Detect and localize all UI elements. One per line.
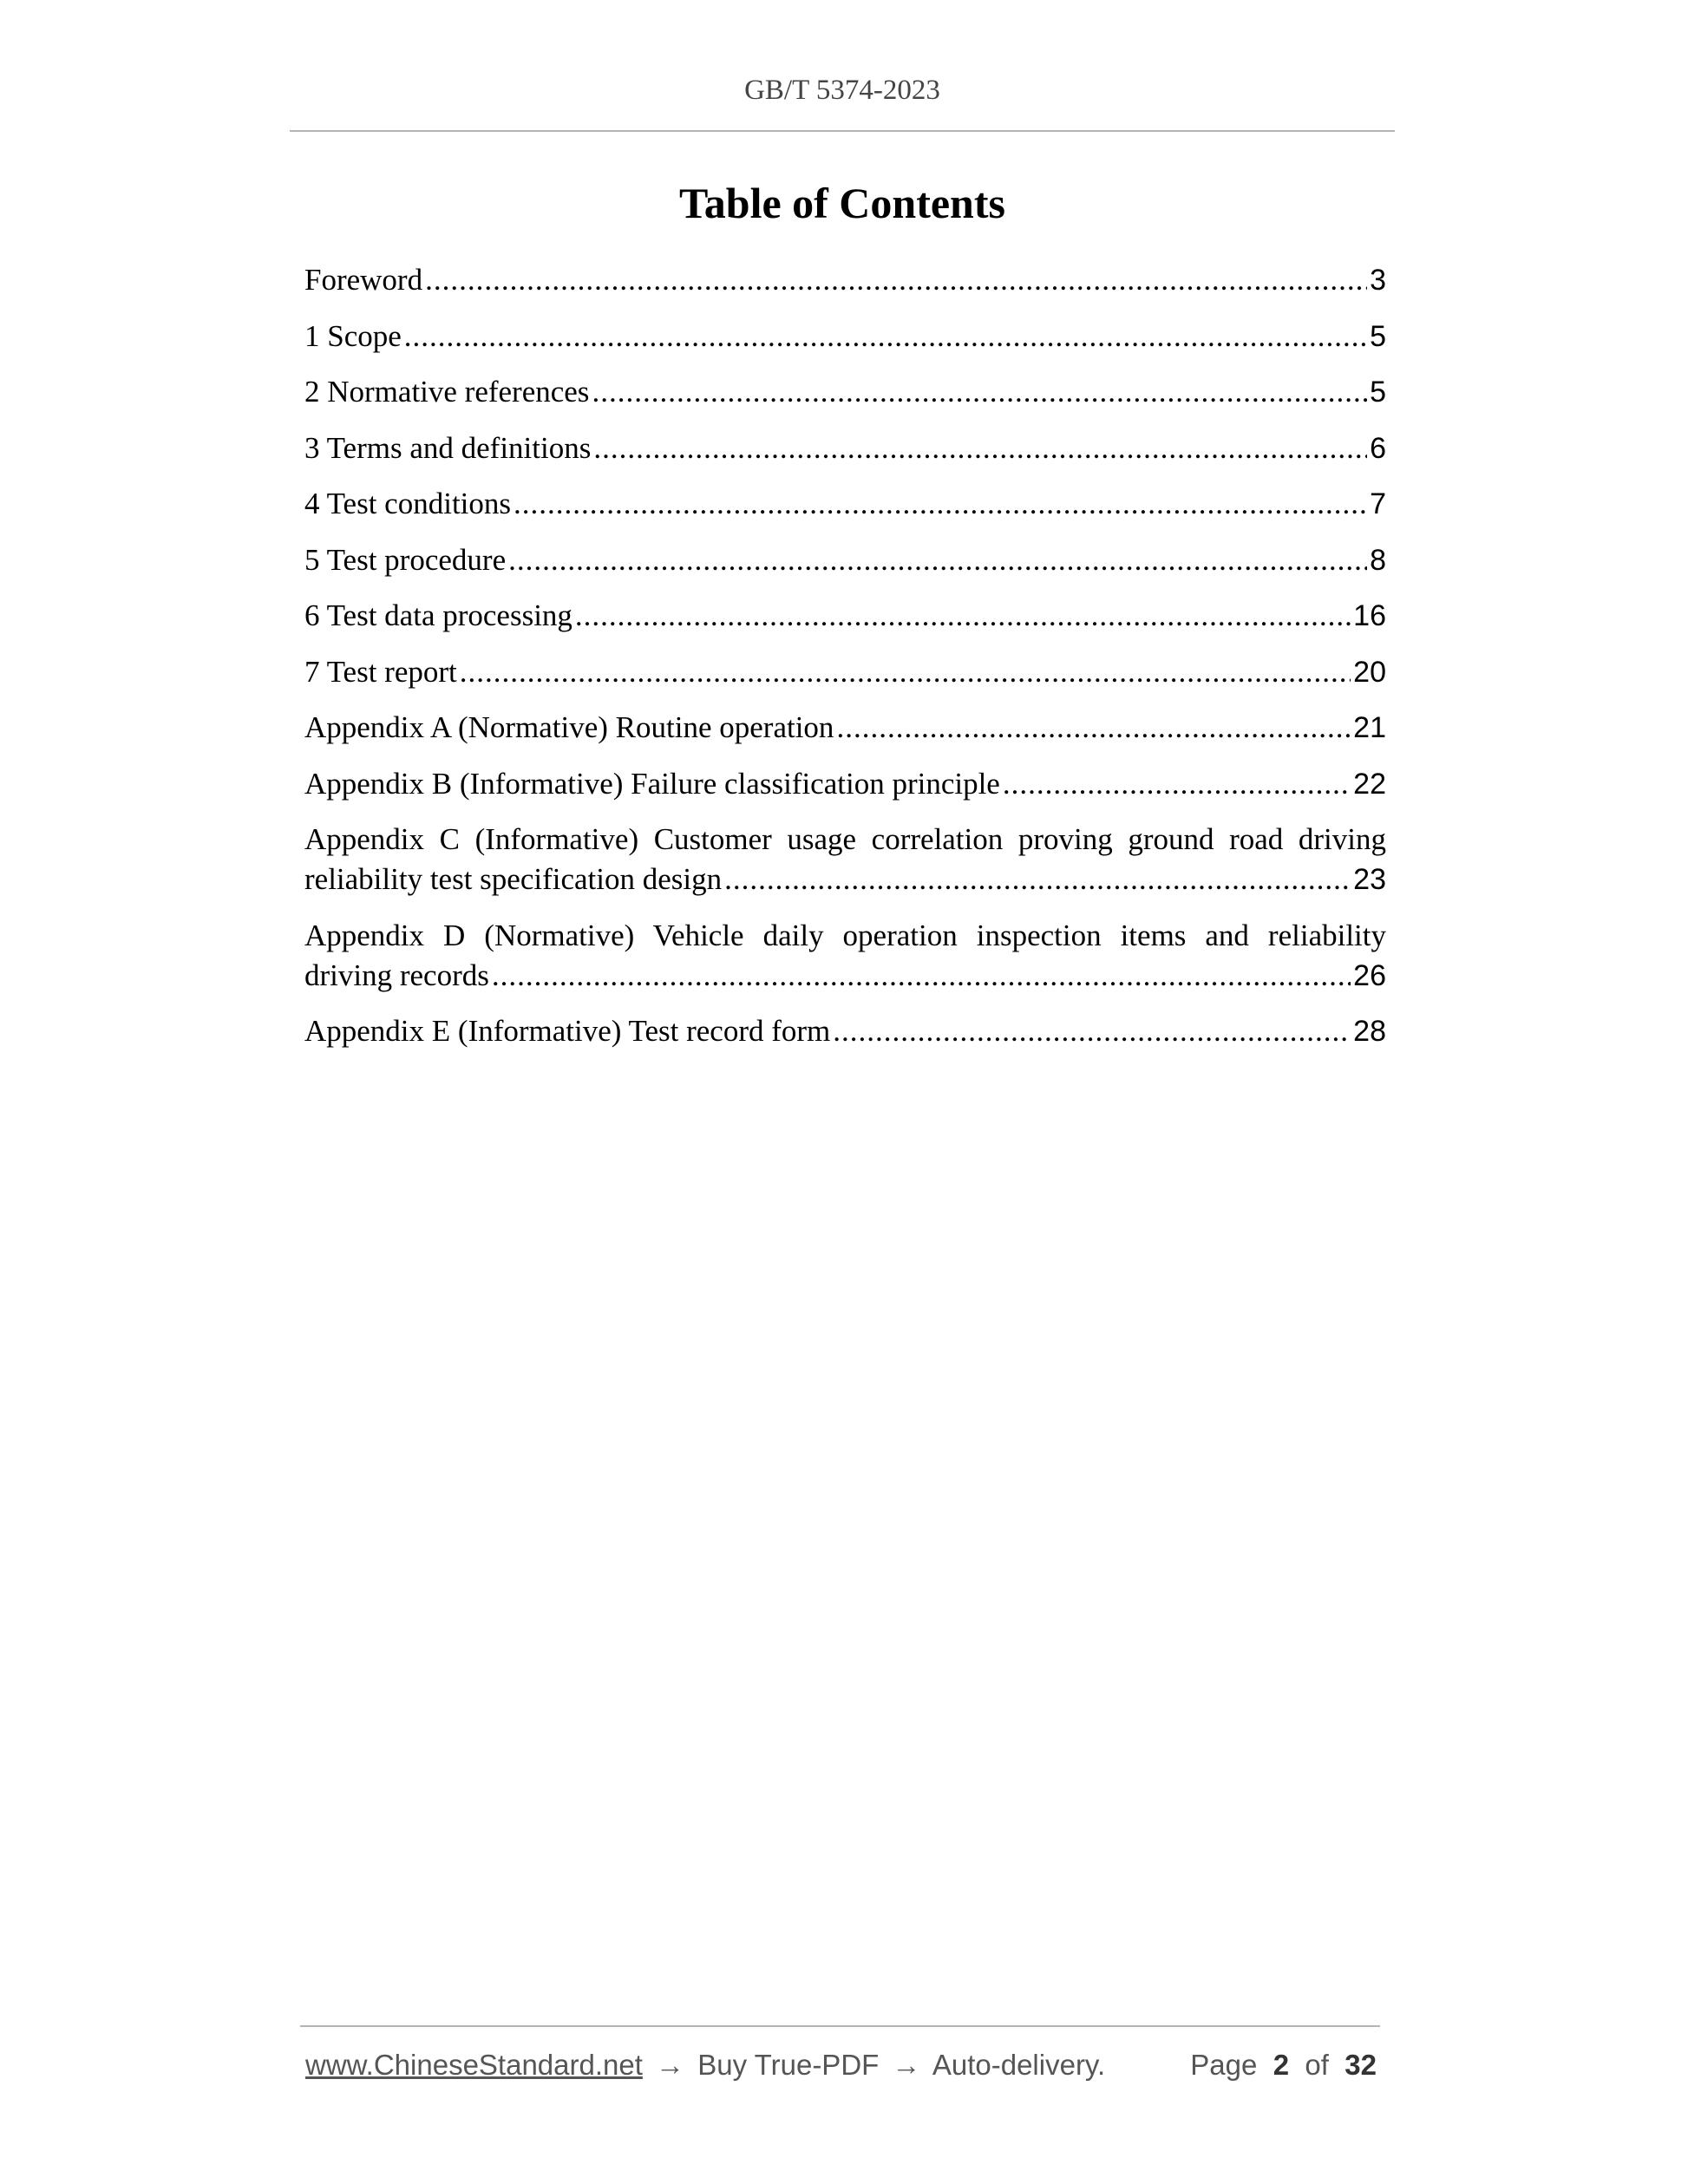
toc-entry-label: Appendix A (Normative) Routine operation [304, 710, 834, 744]
toc-entry-scope[interactable] [304, 317, 1386, 356]
toc-entry-appendix-e[interactable] [304, 1011, 1386, 1051]
toc-entry-label: Foreword [304, 263, 423, 297]
toc-entry-label: 1 Scope [304, 318, 402, 353]
toc-entry-page: 23 [1353, 863, 1386, 896]
toc-entry-page: 5 [1370, 319, 1386, 353]
toc-entry-test-procedure[interactable] [304, 540, 1386, 580]
dot-leader [460, 652, 1351, 692]
toc-entry-test-report[interactable] [304, 652, 1386, 692]
dot-leader [575, 596, 1351, 636]
dot-leader [404, 317, 1367, 356]
of-word: of [1305, 2049, 1329, 2081]
page-word: Page [1190, 2049, 1258, 2081]
current-page-number: 2 [1273, 2049, 1290, 2081]
page-indicator [1190, 2049, 1377, 2082]
toc-entry-page: 20 [1353, 655, 1386, 689]
auto-delivery-text: Auto-delivery. [932, 2049, 1106, 2081]
toc-entry-label: Appendix E (Informative) Test record form [304, 1014, 831, 1048]
toc-entry-appendix-b[interactable] [304, 764, 1386, 804]
toc-entry-foreword[interactable] [304, 260, 1386, 300]
toc-entry-page: 7 [1370, 487, 1386, 520]
dot-leader [514, 484, 1367, 524]
toc-title: Table of Contents [679, 179, 1005, 227]
toc-entry-label: 6 Test data processing [304, 598, 572, 632]
toc-entry-page: 21 [1353, 711, 1386, 744]
toc-entry-label: 3 Terms and definitions [304, 430, 592, 465]
total-page-count: 32 [1345, 2049, 1377, 2081]
toc-entry-appendix-d[interactable] [304, 916, 1386, 996]
toc-entry-test-conditions[interactable] [304, 484, 1386, 524]
header-divider [290, 130, 1395, 132]
footer-promo [305, 2049, 1105, 2082]
dot-leader [724, 860, 1351, 899]
toc-entry-page: 22 [1353, 767, 1386, 801]
site-link[interactable]: www.ChineseStandard.net [305, 2049, 643, 2081]
dot-leader [836, 708, 1351, 748]
arrow-right-icon: → [892, 2049, 921, 2081]
toc-entry-appendix-c[interactable] [304, 820, 1386, 899]
toc-entry-normative-references[interactable] [304, 372, 1386, 412]
toc-entry-appendix-a[interactable] [304, 708, 1386, 748]
footer-divider [300, 2025, 1380, 2027]
toc-entry-page: 3 [1370, 264, 1386, 297]
toc-entry-page: 5 [1370, 376, 1386, 409]
toc-entry-label: 4 Test conditions [304, 487, 512, 520]
toc-entry-label-line2: reliability test specification design [304, 862, 723, 896]
buy-true-pdf-text: Buy True-PDF [697, 2049, 880, 2081]
toc-entry-page: 16 [1353, 599, 1386, 632]
dot-leader [592, 372, 1367, 412]
toc-entry-label: Appendix B (Informative) Failure classification principle [304, 766, 1000, 801]
toc-entry-label-line1: Appendix C (Informative) Customer usage correlation proving ground road driving [304, 822, 1386, 856]
table-of-contents [304, 260, 1386, 1068]
page-header-doc-code: GB/T 5374-2023 [744, 75, 940, 106]
dot-leader [508, 540, 1367, 580]
toc-entry-test-data-processing[interactable] [304, 596, 1386, 636]
dot-leader [492, 956, 1351, 996]
toc-entry-label: 2 Normative references [304, 375, 590, 409]
toc-entry-label: 5 Test procedure [304, 542, 507, 577]
dot-leader [425, 260, 1367, 300]
dot-leader [593, 428, 1367, 468]
arrow-right-icon: → [656, 2049, 685, 2081]
toc-entry-page: 26 [1353, 958, 1386, 992]
toc-entry-page: 8 [1370, 543, 1386, 577]
toc-entry-label: 7 Test report [304, 654, 457, 689]
dot-leader [1003, 764, 1351, 804]
toc-entry-terms-and-definitions[interactable] [304, 428, 1386, 468]
page-footer [305, 2049, 1377, 2092]
toc-entry-page: 6 [1370, 431, 1386, 465]
toc-entry-label-line2: driving records [304, 958, 489, 992]
toc-entry-label-line1: Appendix D (Normative) Vehicle daily operation inspection items and reliability [304, 918, 1386, 952]
toc-entry-page: 28 [1353, 1015, 1386, 1048]
dot-leader [833, 1011, 1351, 1051]
